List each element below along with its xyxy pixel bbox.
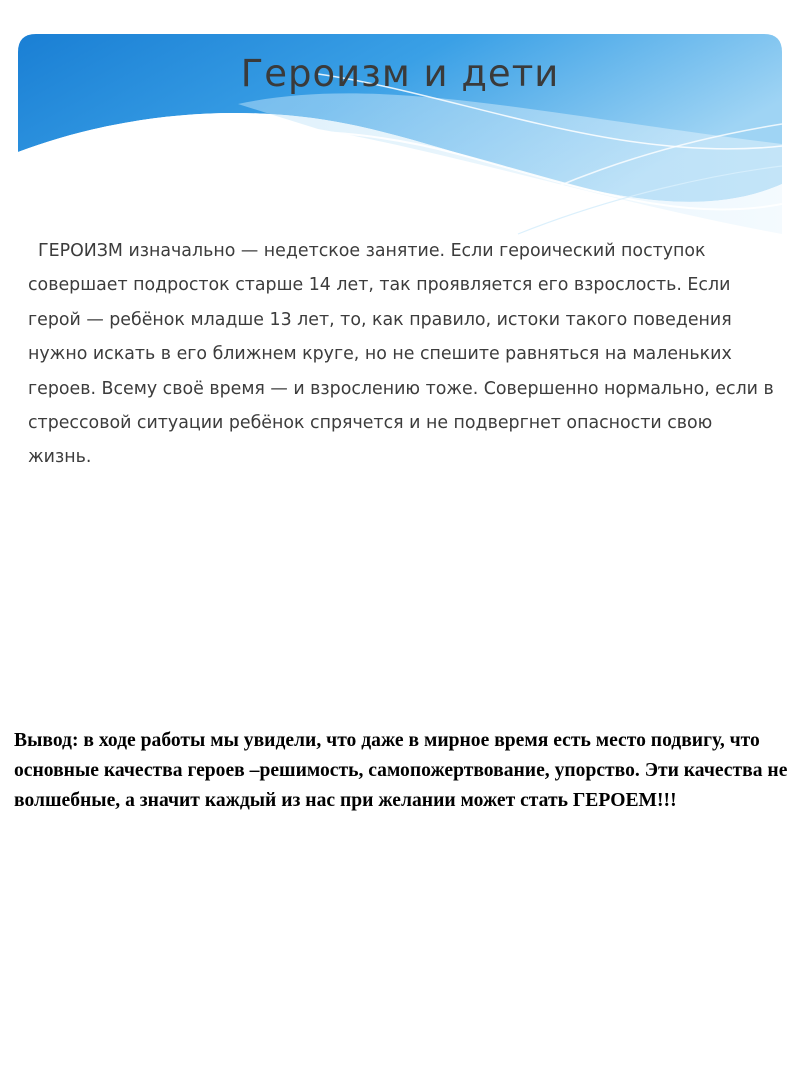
conclusion-paragraph: Вывод: в ходе работы мы увидели, что даже в мирное время есть место подвигу, что основные качества героев –решимость, самопожертвование, упорство. Эти качества не волшебные, а значит каждый из нас при желании может стать ГЕРОЕМ!!!	[14, 730, 788, 811]
slide-title: Героизм и дети	[240, 52, 560, 95]
body-paragraph: ГЕРОИЗМ изначально — недетское занятие. Если героический поступок совершает подросток старше 14 лет, так проявляется его взрослость. Если герой — ребёнок младше 13 лет, то, как правило, истоки такого поведения нужно искать в его ближнем круге, но не спешите равняться на маленьких героев. Всему своё время — и взрослению тоже. Совершенно нормально, если в стрессовой ситуации ребёнок спрячется и не подвергнет опасности свою жизнь.	[28, 241, 774, 468]
